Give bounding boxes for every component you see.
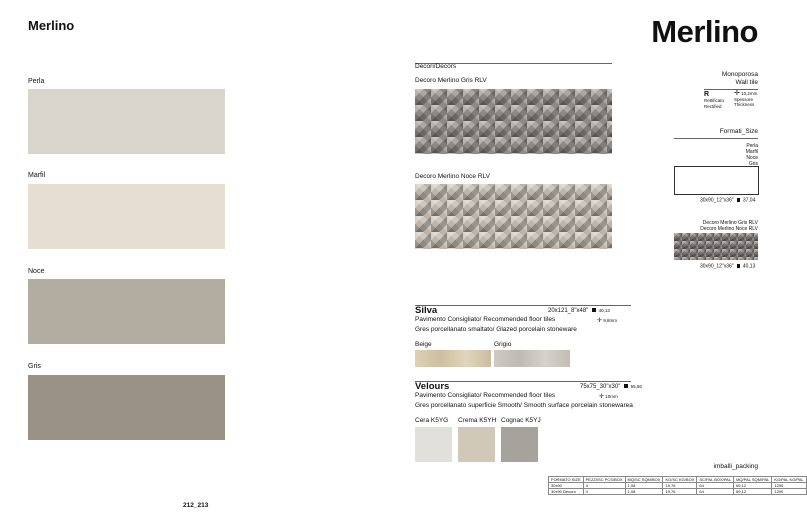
silva-size-value: 40,13: [598, 308, 610, 313]
tile-label-gris: Gris: [28, 363, 41, 370]
table-cell: 30x90: [549, 483, 584, 489]
silva-beige-label: Beige: [415, 341, 432, 348]
table-cell: 4: [583, 483, 625, 489]
packing-heading: imballi_packing: [713, 463, 758, 470]
color-perla: Perla: [746, 143, 758, 149]
velours-cera-label: Cera K5YG: [415, 417, 449, 424]
velours-size-text: 75x75_30"x30": [580, 384, 621, 390]
table-cell: 69,12: [734, 483, 772, 489]
right-page-title: Merlino: [651, 14, 758, 49]
decor-gris-label: Decoro Merlino Gris RLV: [415, 77, 487, 84]
velours-title: Velours: [415, 381, 450, 392]
thickness-label2: Thickness: [734, 102, 755, 107]
box-icon: [624, 384, 628, 388]
tile-label-perla: Perla: [28, 78, 45, 85]
silva-thickness: [597, 317, 617, 324]
table-cell: 1290: [772, 489, 806, 495]
rectified-label2: Rectified: [704, 103, 722, 109]
format2-text: 30x90_12"x36": [700, 263, 734, 270]
decor-list: [700, 220, 758, 232]
table-cell: 19,76: [663, 483, 697, 489]
left-page-title: Merlino: [28, 18, 75, 33]
packing-table: [548, 476, 807, 495]
table-cell: 64: [697, 483, 734, 489]
silva-title: Silva: [415, 305, 438, 316]
box-icon: [592, 308, 596, 312]
velours-thickness: [599, 393, 618, 400]
page-numbers: 212_213: [183, 502, 209, 509]
table-cell: 69,12: [734, 489, 772, 495]
type-rule: [704, 89, 758, 90]
color-marfil: Marfil: [745, 149, 758, 155]
table-row: [549, 489, 807, 495]
table-cell: 30x90 Decoro: [549, 489, 584, 495]
velours-crema-swatch: [458, 427, 495, 462]
packing-header-row: [549, 477, 807, 483]
packing-header-cell: FORMATO SIZE: [549, 477, 584, 483]
velours-line2: Gres porcellanato superficie Smooth/ Smooth surface porcelain stonewarea: [415, 402, 633, 409]
velours-size: [580, 384, 642, 390]
packing-header-cell: MQ/PAL SQM/PAL: [734, 477, 772, 483]
box-icon: [737, 198, 741, 202]
product-type-line1: Monoporosa: [721, 71, 758, 78]
format1-text: 30x90_12"x36": [700, 197, 734, 204]
tile-swatch-noce: [28, 279, 225, 344]
rectified-label1: Rettificato: [704, 98, 725, 103]
format2-value: 40,13: [742, 263, 756, 270]
table-cell: 1290: [772, 483, 806, 489]
decor1-name: Decoro Merlino Gris RLV: [702, 220, 758, 226]
silva-line1: Pavimento Consigliato/ Recommended floor tiles: [415, 316, 556, 323]
format1-outline: [674, 166, 759, 195]
format2-size: [700, 264, 755, 270]
color-noce: Noce: [746, 155, 758, 161]
packing-header-cell: SC/PAL BOX/PAL: [697, 477, 734, 483]
velours-line1: Pavimento Consigliato/ Recommended floor tiles: [415, 392, 556, 399]
tile-label-noce: Noce: [28, 268, 45, 275]
packing-header-cell: KG/SC KG/BOX: [663, 477, 697, 483]
decor2-name: Decoro Merlino Noce RLV: [700, 226, 758, 232]
packing-header-cell: MQ/SC SQM/BOX: [625, 477, 663, 483]
silva-size: [548, 308, 610, 314]
thickness-icon: ✛: [597, 318, 603, 324]
decor-gris-swatch: [415, 89, 612, 154]
table-cell: 1,08: [625, 489, 663, 495]
rectified-block: [704, 91, 724, 109]
silva-beige-swatch: [415, 350, 491, 367]
colors-list: [746, 143, 758, 167]
velours-thickness-value: 10mm: [605, 394, 618, 399]
decor-noce-label: Decoro Merlino Noce RLV: [415, 173, 491, 180]
product-type: [722, 71, 758, 87]
format2-swatch: [674, 233, 758, 260]
silva-grigio-swatch: [494, 350, 570, 367]
thickness-icon: ✛: [599, 394, 605, 400]
rectified-symbol: R: [704, 91, 710, 98]
velours-size-value: 55,56: [630, 384, 642, 389]
format1-size: [700, 198, 755, 204]
box-icon: [737, 264, 741, 268]
thickness-block: [734, 91, 757, 108]
velours-cognac-label: Cognac K5YJ: [501, 417, 541, 424]
decor-noce-swatch: [415, 184, 612, 249]
table-cell: 64: [697, 489, 734, 495]
silva-thickness-value: 9,8mm: [603, 318, 618, 323]
velours-cognac-swatch: [501, 427, 538, 462]
silva-line2: Gres porcellanato smaltato/ Glazed porcelain stoneware: [415, 326, 577, 333]
tile-swatch-perla: [28, 89, 225, 154]
table-cell: 19,76: [663, 489, 697, 495]
table-cell: 1,08: [625, 483, 663, 489]
decors-heading: Decori/Decors: [415, 63, 457, 70]
tile-swatch-gris: [28, 375, 225, 440]
thickness-value: 10,2mm: [741, 91, 758, 96]
silva-size-text: 20x121_8"x48": [548, 308, 589, 314]
packing-table-wrap: [548, 476, 804, 495]
packing-header-cell: PEZZI/SC PCS/BOX: [583, 477, 625, 483]
silva-grigio-label: Grigio: [494, 341, 512, 348]
velours-cera-swatch: [415, 427, 452, 462]
color-gris: Gris: [748, 161, 758, 167]
packing-header-cell: KG/PAL KG/PAL: [772, 477, 806, 483]
table-cell: 4: [583, 489, 625, 495]
tile-swatch-marfil: [28, 184, 225, 249]
velours-crema-label: Crema K5YH: [458, 417, 497, 424]
formats-heading: Formati_Size: [719, 128, 758, 135]
silva-rule: [415, 305, 631, 306]
tile-label-marfil: Marfil: [28, 172, 46, 179]
product-type-line2: Wall tile: [735, 79, 758, 86]
thickness-label1: Spessore: [734, 96, 754, 102]
formats-rule: [674, 138, 758, 139]
thickness-icon: ✛: [734, 90, 740, 97]
format1-value: 37,04: [742, 197, 756, 204]
